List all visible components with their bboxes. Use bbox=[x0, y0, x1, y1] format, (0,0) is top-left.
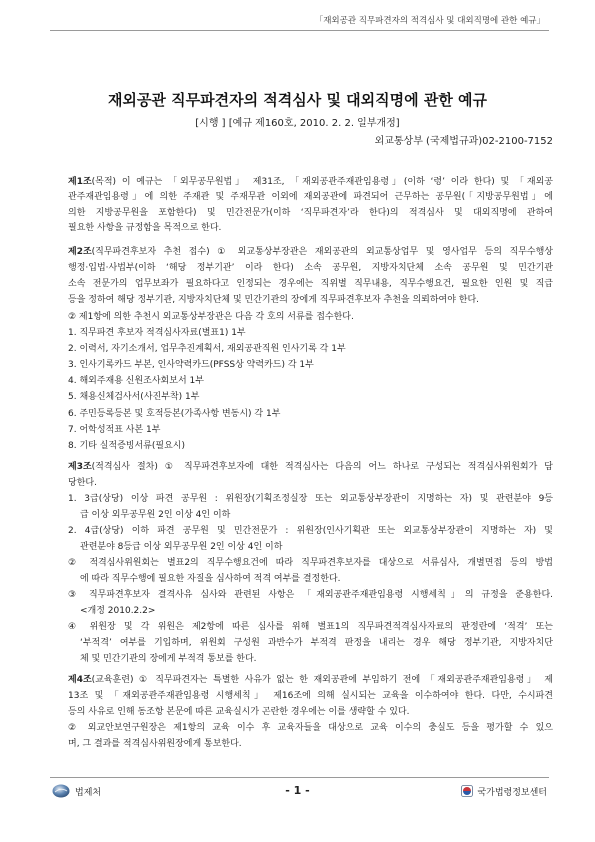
article-first-line bbox=[68, 175, 553, 190]
paragraph-line: ② 적격심사위원회는 별표2의 직무수행요건에 따라 직무파견후보자를 대상으로 서류심사, 개별면접 등의 방법 bbox=[68, 558, 553, 568]
law-info-center-logo-icon bbox=[461, 785, 473, 797]
article-2 bbox=[68, 244, 553, 454]
header-divider bbox=[50, 30, 549, 31]
article-text: (목적) 이 예규는 「외무공무원법」 제31조, 「재외공관주재관임용령」(이하 ‘령’ 이라 한다) 및 「재외공 bbox=[91, 177, 553, 187]
paragraph-line: ② 외교안보연구원장은 제1항의 교육 이수 후 교육자들을 대상으로 교육 이수의 충실도 등을 평가할 수 있으 bbox=[68, 723, 553, 733]
paragraph-line: ② 제1항에 의한 추천시 외교통상부장관은 다음 각 호의 서류를 접수한다. bbox=[68, 311, 354, 322]
article-first-line bbox=[68, 459, 553, 475]
footer-source-label: 국가법령정보센터 bbox=[477, 787, 547, 798]
article-text-line: 행정·입법·사법부(이하 ‘해당 정부기관’ 이라 한다) 소속 공무원, 지방자치단체 소속 공무원 및 민간기관 bbox=[68, 263, 553, 274]
list-item: 4. 해외주재용 신원조사회보서 1부 bbox=[68, 376, 204, 387]
article-number: 제3조 bbox=[68, 462, 92, 472]
paragraph-line: 체 및 민간기관의 장에게 부적격 통보를 한다. bbox=[80, 654, 257, 664]
list-item: 6. 주민등록등본 및 호적등본(가족사항 변동시) 각 1부 bbox=[68, 408, 281, 419]
list-item: 2. 4급(상당) 이하 파견 공무원 및 민간전문가 : 위원장(인사기획관 또는 외교통상부장관이 지명하는 자) 및 bbox=[68, 526, 553, 536]
paragraph-line: 에 따라 직무수행에 필요한 자질을 심사하여 적격 여부를 결정한다. bbox=[80, 574, 341, 584]
article-text-line: 등을 정하여 해당 정부기관, 지방자치단체 및 민간기관의 장에게 직무파견후보자 추천을 의뢰하여야 한다. bbox=[68, 295, 480, 306]
list-item: 5. 채용신체검사서(사진부착) 1부 bbox=[68, 392, 200, 403]
article-1 bbox=[68, 175, 553, 236]
department-contact: 외교통상부 (국제법규과)02-2100-7152 bbox=[374, 136, 553, 147]
paragraph-line: ‘부적격’ 여부를 기입하며, 위원회 구성원 과반수가 부적격 판정을 내리는 경우 해당 정부기관, 지방자치단 bbox=[80, 638, 553, 648]
article-text: (직무파견후보자 추천 접수) ① 외교통상부장관은 재외공관의 외교통상업무 및 영사업무 등의 직무수행상 bbox=[91, 247, 553, 257]
article-3 bbox=[68, 459, 553, 667]
paragraph-line: ④ 위원장 및 각 위원은 제2항에 따른 심사를 위해 별표1의 직무파견적격심사자료의 판정란에 ‘적격’ 또는 bbox=[68, 622, 553, 632]
list-item-continuation: 관련분야 8등급 이상 외무공무원 2인 이상 4인 이하 bbox=[80, 542, 283, 552]
article-text-line: 당한다. bbox=[68, 478, 97, 488]
article-first-line bbox=[68, 244, 553, 260]
article-text-line: 관주재관임용령」에 의한 주재관 및 주재무관 이외에 재외공관에 파견되어 근무하는 공무원(「지방공무원법」에 bbox=[68, 192, 553, 203]
footer-source bbox=[461, 783, 547, 799]
enactment-info: [시행 ] [예규 제160호, 2010. 2. 2. 일부개정] bbox=[195, 118, 400, 129]
list-item: 2. 이력서, 자기소개서, 업무추진계획서, 재외공관직원 인사기록 각 1부 bbox=[68, 343, 346, 354]
paragraph-line: ③ 직무파견후보자 결격사유 심사와 관련된 사항은 「재외공관주재관임용령 시행세칙」의 규정을 준용한다. bbox=[68, 590, 553, 600]
article-number: 제1조 bbox=[68, 177, 92, 187]
running-header-title: 「재외공관 직무파견자의 적격심사 및 대외직명에 관한 예규」 bbox=[314, 16, 545, 26]
article-first-line bbox=[68, 672, 553, 688]
article-text-line: 필요한 사항을 규정함을 목적으로 한다. bbox=[68, 222, 222, 233]
document-title: 재외공관 직무파견자의 적격심사 및 대외직명에 관한 예규 bbox=[107, 91, 488, 109]
amendment-note: <개정 2010.2.2> bbox=[80, 606, 156, 616]
article-number: 제2조 bbox=[68, 247, 92, 257]
page-number: - 1 - bbox=[285, 784, 310, 797]
list-item: 1. 직무파견 후보자 적격심사자료(별표1) 1부 bbox=[68, 327, 246, 338]
paragraph-line: 며, 그 결과를 적격심사위원장에게 통보한다. bbox=[68, 739, 242, 749]
list-item: 8. 기타 실적증빙서류(필요시) bbox=[68, 440, 185, 451]
article-text-line: 등의 사유로 인해 동조항 본문에 따른 교육실시가 곤란한 경우에는 이를 생략할 수 있다. bbox=[68, 707, 410, 717]
article-number: 제4조 bbox=[68, 675, 92, 685]
article-text-line: 의한 지방공무원을 포함한다) 및 민간전문가(이하 ‘직무파견자’라 한다)의 적격심사 및 대외직명에 관하여 bbox=[68, 207, 553, 218]
article-text-line: 13조 및 「재외공관주재관임용령 시행세칙」 제16조에 의해 실시되는 교육을 이수하여야 한다. 다만, 수시파견 bbox=[68, 691, 553, 701]
list-item: 1. 3급(상당) 이상 파견 공무원 : 위원장(기획조정실장 또는 외교통상부장관이 지명하는 자) 및 관련분야 9등 bbox=[68, 494, 553, 504]
footer-divider bbox=[50, 777, 549, 778]
article-text: (적격심사 절차) ① 직무파견후보자에 대한 적격심사는 다음의 어느 하나로 구성되는 적격심사위원회가 담 bbox=[91, 462, 553, 472]
article-text: (교육훈련) ① 직무파견자는 특별한 사유가 없는 한 재외공관에 부임하기 전에 「재외공관주재관임용령」 제 bbox=[91, 675, 553, 685]
article-4 bbox=[68, 672, 553, 752]
article-text-line: 소속 전문가의 업무보좌가 필요하다고 인정되는 경우에는 직위별 직무내용, 직무수행요건, 필요한 인원 및 직급 bbox=[68, 279, 553, 290]
footer-publisher-label: 법제처 bbox=[75, 787, 102, 798]
list-item-continuation: 급 이상 외무공무원 2인 이상 4인 이하 bbox=[80, 510, 231, 520]
list-item: 3. 인사기록카드 부본, 인사약력카드(PFSS상 약력카드) 각 1부 bbox=[68, 360, 314, 371]
list-item: 7. 어학성적표 사본 1부 bbox=[68, 424, 161, 435]
